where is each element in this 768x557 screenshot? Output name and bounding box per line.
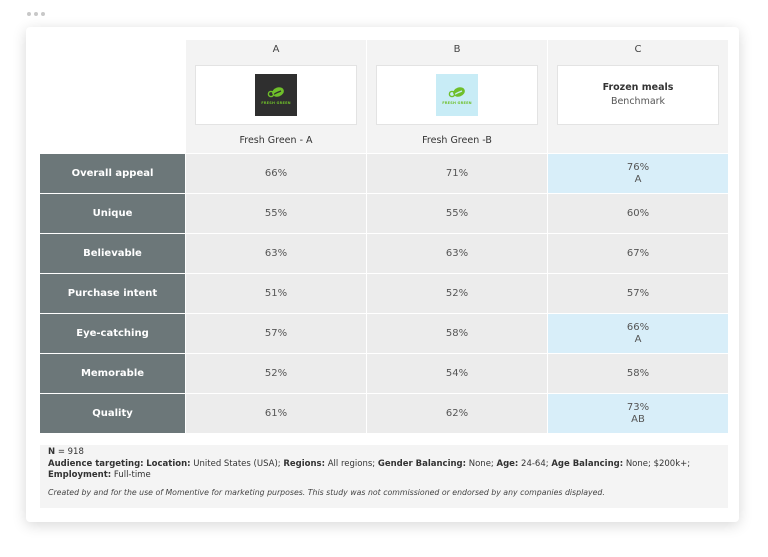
row-label-memorable: Memorable — [40, 354, 185, 393]
cell-value: 52% — [445, 287, 469, 299]
gender-value: None; — [468, 458, 494, 469]
window-menu-dots[interactable] — [27, 12, 45, 16]
row-label-overall-appeal: Overall appeal — [40, 154, 185, 193]
age-value: 24-64; — [521, 458, 549, 469]
column-letter: A — [272, 44, 280, 55]
column-letter: B — [453, 44, 461, 55]
benchmark-title: Frozen meals — [602, 82, 674, 93]
cell-value: 57% — [264, 327, 288, 339]
concept-image-frame[interactable] — [376, 65, 538, 125]
cell-value: 58% — [626, 367, 650, 379]
cell-value: 52% — [264, 367, 288, 379]
cell-value: 60% — [626, 207, 650, 219]
cell-value: 63% — [264, 247, 288, 259]
cell-value: 66% — [626, 321, 650, 333]
significance-letters: A — [634, 333, 642, 345]
significance-letters: AB — [631, 413, 645, 425]
table-cell — [367, 154, 547, 193]
cell-value: 55% — [264, 207, 288, 219]
menu-dot-icon — [34, 12, 38, 16]
table-cell — [367, 194, 547, 233]
table-cell — [548, 354, 728, 393]
column-header-b — [367, 40, 547, 153]
concept-image-frame[interactable] — [195, 65, 357, 125]
results-card — [26, 27, 739, 522]
comparison-table — [40, 40, 728, 433]
employment-label: Employment: — [48, 470, 112, 480]
fresh-green-logo-icon — [436, 74, 478, 116]
table-cell — [186, 194, 366, 233]
fresh-green-logo-icon — [255, 74, 297, 116]
table-cell — [548, 194, 728, 233]
location-value: United States (USA); — [193, 458, 281, 469]
table-cell-significant — [548, 314, 728, 353]
targeting-label: Audience targeting: — [48, 458, 144, 469]
table-cell-significant — [548, 394, 728, 433]
table-cell-significant — [548, 154, 728, 193]
table-cell — [367, 314, 547, 353]
table-cell — [548, 234, 728, 273]
audience-targeting — [48, 459, 720, 482]
gender-label: Gender Balancing: — [377, 458, 467, 469]
cell-value: 63% — [445, 247, 469, 259]
table-cell — [186, 314, 366, 353]
disclaimer: Created by and for the use of Momentive for marketing purposes. This study was not commissioned or endorsed by any companies displayed. — [48, 487, 605, 497]
column-header-a — [186, 40, 366, 153]
column-name: Fresh Green -B — [422, 135, 492, 146]
table-cell — [548, 274, 728, 313]
cell-value: 54% — [445, 367, 469, 379]
table-cell — [367, 274, 547, 313]
cell-value: 51% — [264, 287, 288, 299]
table-cell — [367, 394, 547, 433]
significance-letters: A — [634, 173, 642, 185]
cell-value: 71% — [445, 167, 469, 179]
cell-value: 66% — [264, 167, 288, 179]
row-label-quality: Quality — [40, 394, 185, 433]
table-cell — [186, 274, 366, 313]
row-label-eye-catching: Eye-catching — [40, 314, 185, 353]
sample-size-value: = 918 — [55, 447, 84, 457]
sample-size-label: N — [48, 447, 56, 457]
table-cell — [186, 234, 366, 273]
cell-value: 61% — [264, 407, 288, 419]
cell-value: 62% — [445, 407, 469, 419]
sample-size — [48, 447, 720, 459]
logo-text: FRESH GREEN — [442, 100, 472, 105]
cell-value: 73% — [626, 401, 650, 413]
benchmark-box — [557, 65, 719, 125]
cell-value: 57% — [626, 287, 650, 299]
table-corner — [40, 40, 185, 153]
row-label-unique: Unique — [40, 194, 185, 233]
cell-value: 55% — [445, 207, 469, 219]
table-cell — [367, 354, 547, 393]
column-name: Fresh Green - A — [239, 135, 313, 146]
age-label: Age: — [496, 458, 519, 469]
benchmark-subtitle: Benchmark — [610, 96, 666, 107]
cell-value: 58% — [445, 327, 469, 339]
age-balancing-label: Age Balancing: — [551, 458, 624, 469]
logo-text: FRESH GREEN — [261, 100, 291, 105]
methodology-footer — [40, 445, 728, 508]
column-header-c — [548, 40, 728, 153]
column-letter: C — [634, 44, 642, 55]
row-label-purchase-intent: Purchase intent — [40, 274, 185, 313]
cell-value: 76% — [626, 161, 650, 173]
employment-value: Full-time — [113, 470, 151, 480]
row-label-believable: Believable — [40, 234, 185, 273]
table-cell — [186, 394, 366, 433]
table-cell — [186, 154, 366, 193]
cell-value: 67% — [626, 247, 650, 259]
location-label: Location: — [146, 458, 191, 469]
income-value: $200k+; — [653, 458, 691, 469]
regions-label: Regions: — [283, 458, 326, 469]
menu-dot-icon — [41, 12, 45, 16]
regions-value: All regions; — [327, 458, 376, 469]
table-cell — [186, 354, 366, 393]
menu-dot-icon — [27, 12, 31, 16]
age-balancing-value: None; — [625, 458, 651, 469]
table-cell — [367, 234, 547, 273]
